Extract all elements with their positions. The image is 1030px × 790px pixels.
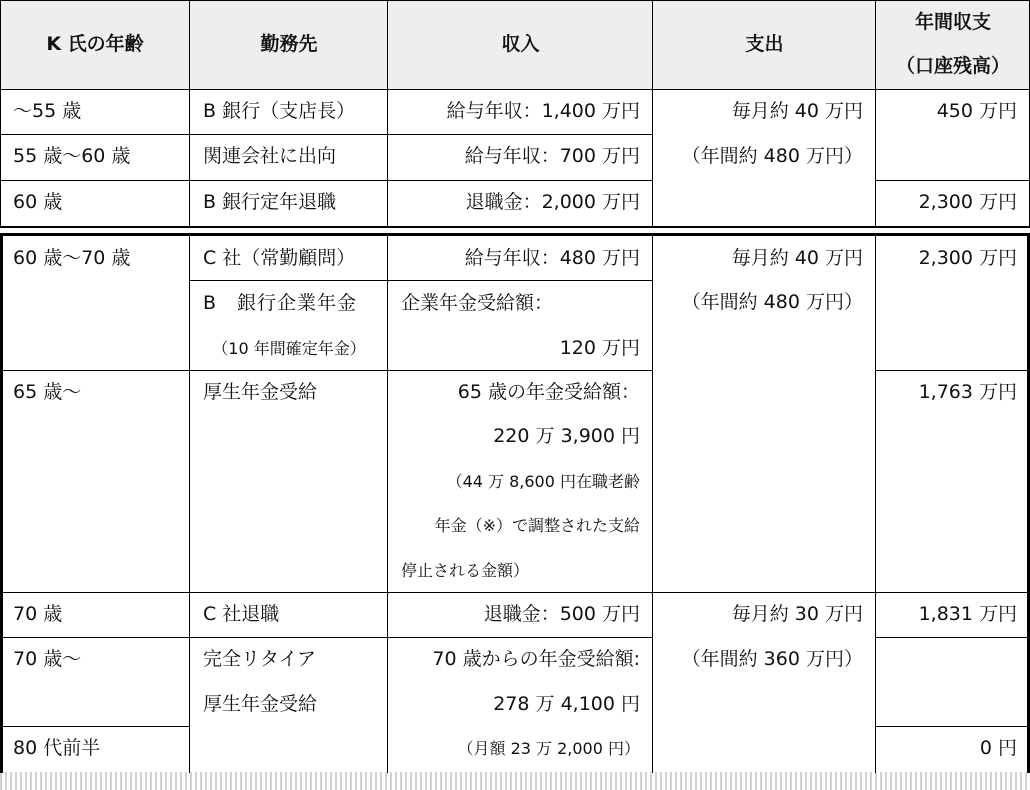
hline-row8-age (0, 726, 190, 727)
row8-employer: 完全リタイア (203, 648, 317, 670)
hline-row2-balance (876, 180, 1030, 181)
row2-age: 55 歳～60 歳 (13, 145, 131, 167)
row6-balance: 1,763 万円 (918, 381, 1017, 403)
row4-employer: C 社（常勤顧問） (203, 247, 356, 269)
vline-4-bottom (875, 236, 876, 773)
vline-2-bottom (387, 236, 388, 773)
row2-employer: 関連会社に出向 (203, 145, 337, 167)
row9-age: 80 代前半 (13, 737, 101, 759)
header-expense: 支出 (745, 33, 784, 55)
border-left-bottom (0, 233, 3, 773)
row8-income-value: 278 万 4,100 円 (493, 693, 640, 715)
row6-income-value: 220 万 3,900 円 (493, 425, 640, 447)
row1-balance: 450 万円 (936, 100, 1017, 122)
header-income: 収入 (501, 33, 540, 55)
row3-employer: B 銀行定年退職 (203, 191, 337, 213)
row6-age: 65 歳～ (13, 381, 82, 403)
hline-row5-balance (876, 370, 1030, 371)
hline-row7-balance (876, 637, 1030, 638)
vline-1-bottom (189, 236, 190, 773)
row1-age: ～55 歳 (13, 100, 82, 122)
vline-4-top (875, 0, 876, 228)
vline-1-top (189, 0, 190, 228)
row8-expense-annual: （年間約 360 万円） (681, 648, 863, 670)
hline-row4 (190, 280, 653, 281)
row4-age: 60 歳～70 歳 (13, 247, 131, 269)
row7-expense: 毎月約 30 万円 (731, 603, 863, 625)
row8-age: 70 歳～ (13, 648, 82, 670)
row6-income-note1: （44 万 8,600 円在職老齢 (446, 472, 640, 491)
row5-employer-note: （10 年間確定年金） (212, 339, 366, 358)
row5-income-label: 企業年金受給額： (401, 292, 554, 314)
row3-age: 60 歳 (13, 191, 63, 213)
row6-income-note2: 年金（※）で調整された支給 (434, 516, 640, 535)
row9-balance: 0 円 (979, 737, 1017, 759)
hline-row1 (0, 134, 653, 135)
row1-income: 給与年収：1,400 万円 (446, 100, 640, 122)
header-employer: 勤務先 (260, 33, 318, 55)
border-left-top (0, 0, 1, 228)
row4-income: 給与年収：480 万円 (464, 247, 640, 269)
hline-row7 (0, 637, 653, 638)
torn-edge (0, 772, 1030, 790)
row4-balance: 2,300 万円 (918, 247, 1017, 269)
row7-income: 退職金：500 万円 (483, 603, 640, 625)
row7-employer: C 社退職 (203, 603, 280, 625)
row1-employer: B 銀行（支店長） (203, 100, 356, 122)
row6-employer: 厚生年金受給 (203, 381, 318, 403)
row9-income-note: （月額 23 万 2,000 円） (457, 739, 640, 758)
row5-income-value: 120 万円 (559, 337, 640, 359)
header-balance-line1: 年間収支 (914, 11, 991, 33)
row1-expense: 毎月約 40 万円 (731, 100, 863, 122)
row4-expense: 毎月約 40 万円 (731, 247, 863, 269)
header-balance-line2: （口座残高） (895, 55, 1010, 77)
row3-income: 退職金：2,000 万円 (465, 191, 640, 213)
vline-3-top (652, 0, 653, 228)
hline-row5 (0, 370, 653, 371)
row6-income-note3: 停止される金額） (401, 561, 530, 580)
hline-row6 (0, 592, 1030, 593)
row6-income-label: 65 歳の年金受給額： (457, 381, 640, 403)
vline-3-bottom (652, 236, 653, 773)
row4-expense-annual: （年間約 480 万円） (681, 291, 863, 313)
vline-2-top (387, 0, 388, 228)
hline-row8-balance (876, 726, 1030, 727)
row7-age: 70 歳 (13, 603, 63, 625)
hline-row2 (0, 180, 653, 181)
row8-employer-pension: 厚生年金受給 (203, 693, 318, 715)
row2-income: 給与年収：700 万円 (464, 145, 640, 167)
row8-income-label: 70 歳からの年金受給額: (432, 648, 640, 670)
header-age: K 氏の年齢 (46, 33, 144, 55)
row5-employer: B 銀行企業年金 (203, 292, 358, 314)
row2-expense-annual: （年間約 480 万円） (681, 145, 863, 167)
row7-balance: 1,831 万円 (918, 603, 1017, 625)
row3-balance: 2,300 万円 (918, 191, 1017, 213)
